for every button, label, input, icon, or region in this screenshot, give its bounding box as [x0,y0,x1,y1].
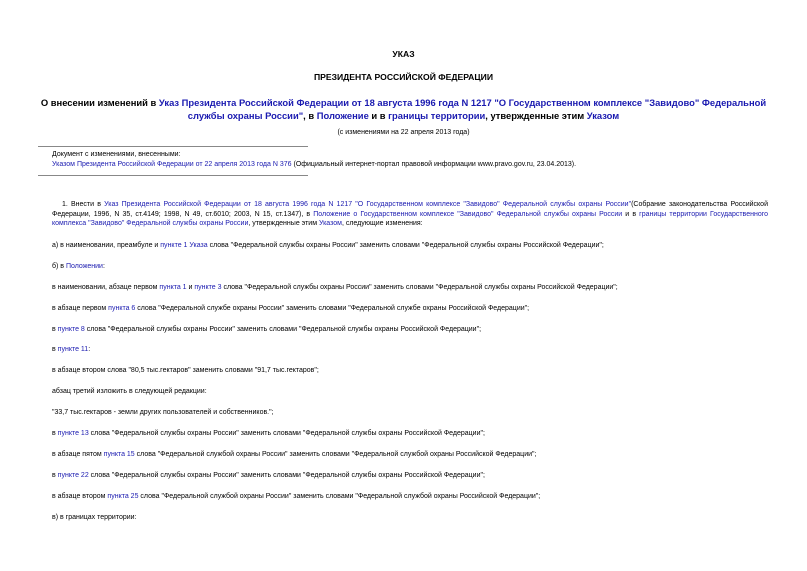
p13-text: в [52,472,58,479]
p1-text: и в [622,210,640,218]
p12-text: слова "Федеральной службой охраны России" заменить словами "Федеральной службой охраны Российской Федерации"; [134,451,537,458]
paragraph-7 [52,345,768,355]
paragraph-10: "33,7 тыс.гектаров - земли других пользователей и собственников."; [52,409,274,416]
amendment-link[interactable]: Указом Президента Российской Федерации от 22 апреля 2013 года N 376 [52,161,292,168]
title-text: и в [368,110,389,121]
paragraph-8: в абзаце втором слова "80,5 тыс.гектаров" заменить словами "91,7 тыс.гектаров"; [52,367,319,374]
divider-top [38,146,308,147]
amendment-source [52,160,576,170]
p5-link[interactable]: пункта 6 [108,305,136,312]
p4-text: и [186,284,195,291]
p1-text: , утвержденные этим [248,220,319,227]
p1-link-decree[interactable]: Указ Президента Российской Федерации от 18 августа 1996 года N 1217 "О Государственном комплексе "Завидово" Федеральной службы охраны России" [104,201,632,208]
p2-text: слова "Федеральной службы охраны России" заменить словами "Федеральной службы охраны Российской Федерации"; [207,242,604,249]
title-link-decree-1217[interactable]: Указ Президента Российской Федерации от 18 августа 1996 года N 1217 "О Государственном комплексе "Завидово" Федеральной службы охраны России" [158,97,767,121]
p11-text: слова "Федеральной службы охраны России" заменить словами "Федеральной службы охраны Российской Федерации"; [88,430,485,437]
p11-text: в [52,430,58,437]
title-link-decree[interactable]: Указом [586,110,620,121]
p5-text: слова "Федеральной службе охраны России" заменить словами "Федеральной службе охраны Российской Федерации"; [135,305,530,312]
paragraph-1 [52,200,768,229]
paragraph-15: в) в границах территории: [52,514,137,521]
p6-text: слова "Федеральной службы охраны России" заменить словами "Федеральной службы охраны Российской Федерации"; [84,326,482,333]
p7-link[interactable]: пункте 11 [57,346,89,353]
amendment-info [52,150,576,170]
divider-bottom [38,175,308,176]
p13-link[interactable]: пункте 22 [57,472,89,479]
amendment-label: Документ с изменениями, внесенными: [52,151,181,158]
paragraph-11 [52,429,768,439]
p2-text: а) в наименовании, преамбуле и [52,242,161,249]
decree-heading: УКАЗ [392,49,415,59]
p4-text: в наименовании, абзаце первом [52,284,160,291]
p14-text: слова "Федеральной службой охраны России" заменить словами "Федеральной службой охраны Российской Федерации"; [138,493,541,500]
p2-link[interactable]: пункте 1 Указа [160,242,208,249]
p3-text: : [102,263,105,270]
p1-text: , следующие изменения: [341,220,423,227]
p11-link[interactable]: пункте 13 [57,430,89,437]
document-title [30,96,777,122]
title-text: О внесении изменений в [40,97,159,108]
p7-text: : [88,346,91,353]
title-link-territory-bounds[interactable]: границы территории [388,110,486,121]
p3-link[interactable]: Положении [65,263,103,270]
p13-text: слова "Федеральной службы охраны России" заменить словами "Федеральной службы охраны Российской Федерации"; [88,472,485,479]
p4-text: слова "Федеральной службы охраны России" заменить словами "Федеральной службы охраны Российской Федерации"; [221,284,618,291]
p6-text: в [52,326,58,333]
issuer-heading: ПРЕЗИДЕНТА РОССИЙСКОЙ ФЕДЕРАЦИИ [313,72,494,82]
p7-text: в [52,346,58,353]
edition-note: (с изменениями на 22 апреля 2013 года) [337,129,470,136]
paragraph-b [52,262,768,272]
amendment-source-text: (Официальный интернет-портал правовой информации www.pravo.gov.ru, 23.04.2013). [291,161,577,168]
paragraph-6 [52,325,768,335]
p1-link-regulation[interactable]: Положение о Государственном комплексе "Завидово" Федеральной службы охраны России [313,210,623,218]
p1-text: (Собрание законодательства Российской Федерации, 1996, N 35, ст.4149; 1998, N 49, ст.6010; 2003, N 15, ст.1347), в [52,201,768,218]
p1-link-territory[interactable]: границы территории Государственного комплекса "Завидово" Федеральной службы охраны России [52,210,769,227]
title-link-regulation[interactable]: Положение [316,110,369,121]
p6-link[interactable]: пункте 8 [57,326,85,333]
p14-link[interactable]: пункта 25 [107,493,139,500]
p3-text: б) в [52,263,66,270]
paragraph-a [52,241,768,251]
paragraph-13 [52,471,768,481]
p12-link[interactable]: пункта 15 [103,451,135,458]
p5-text: в абзаце первом [52,305,109,312]
paragraph-5 [52,304,768,314]
p12-text: в абзаце пятом [52,451,104,458]
p1-text: 1. Внести в [62,201,105,208]
title-text: , утвержденные этим [485,110,587,121]
paragraph-14 [52,492,768,502]
p4-link-1[interactable]: пункта 1 [159,284,187,291]
p4-link-2[interactable]: пункте 3 [194,284,222,291]
p1-link-decree-short[interactable]: Указом [318,220,342,227]
paragraph-12 [52,450,768,460]
title-text: , в [303,110,317,121]
paragraph-9: абзац третий изложить в следующей редакции: [52,388,207,395]
paragraph-4 [52,283,768,293]
p14-text: в абзаце втором [52,493,108,500]
